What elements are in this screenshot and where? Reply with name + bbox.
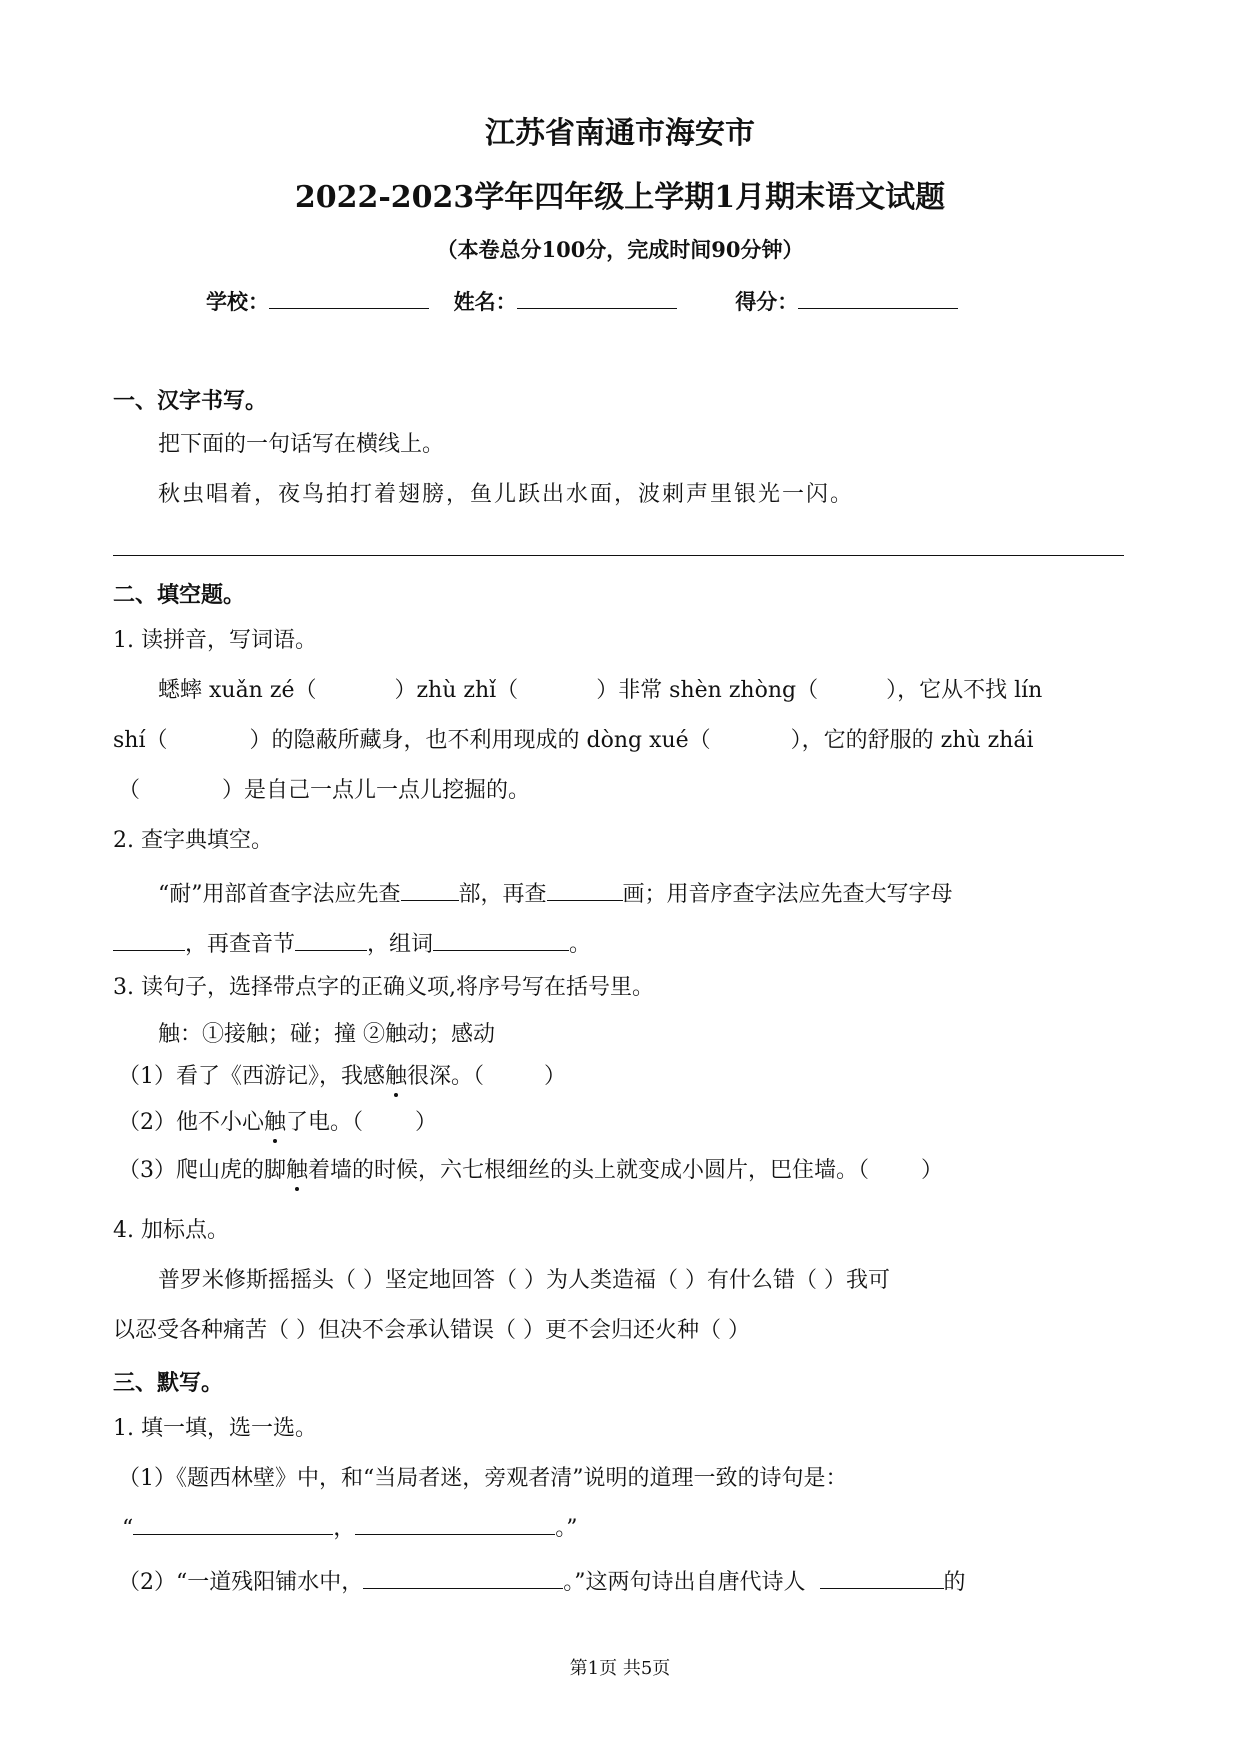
q1-line1-b: ）zhù zhǐ（ (394, 678, 519, 703)
student-info-row (206, 286, 958, 316)
poem-blank-1[interactable] (133, 1512, 333, 1535)
q2-line2-c: 。 (569, 932, 592, 957)
q1-line2-c: ），它的舒服的 zhù zhái (790, 728, 1034, 753)
q3-s1-text: （1）看了《西游记》，我感 (118, 1064, 385, 1089)
s3-q1-p1: （1）《题西林壁》中，和“当局者迷，旁观者清”说明的道理一致的诗句是： (118, 1466, 848, 1491)
s3-q1-p1-answer (122, 1512, 578, 1542)
section1-instruction: 把下面的一句话写在横线上。 (158, 432, 445, 457)
q4-line1: 普罗米修斯摇摇头（ ）坚定地回答（ ）为人类造福（ ）有什么错（ ）我可 (158, 1268, 890, 1293)
letter-blank[interactable] (113, 928, 185, 951)
close-quote: 。” (555, 1516, 578, 1541)
s3-q1-title: 1. 填一填，选一选。 (113, 1416, 317, 1441)
page-number: 第1页 共5页 (569, 1658, 671, 1679)
score-blank[interactable] (798, 287, 958, 309)
dotted-char: 触 (286, 1158, 309, 1183)
open-quote: “ (122, 1516, 134, 1541)
section1-heading: 一、汉字书写。 (113, 388, 268, 414)
dotted-char: 触 (385, 1064, 408, 1089)
dotted-char: 触 (264, 1110, 287, 1135)
p2-text-c: 的 (943, 1570, 966, 1595)
p2-text-a: （2）“一道残阳铺水中， (118, 1570, 364, 1595)
q3-s2-text-b: 了电。（ (286, 1110, 364, 1135)
q3-sentence1 (118, 1064, 566, 1090)
q2-line1 (158, 878, 953, 908)
poem-blank-2[interactable] (355, 1512, 555, 1535)
q3-s3-close: ） (921, 1158, 944, 1183)
school-label: 学校： (206, 289, 269, 314)
q2-line2-b: ，组词 (367, 932, 434, 957)
comma: ， (333, 1516, 356, 1541)
school-blank[interactable] (269, 287, 429, 309)
strokes-blank[interactable] (547, 878, 623, 901)
q2-line1-c: 画；用音序查字法应先查大写字母 (622, 882, 953, 907)
q1-line3 (118, 778, 530, 804)
q4-line2: 以忍受各种痛苦（ ）但决不会承认错误（ ）更不会归还火种（ ） (113, 1318, 750, 1343)
q3-s3-text: （3）爬山虎的脚 (118, 1158, 286, 1183)
q3-s2-close: ） (415, 1110, 438, 1135)
section1-sentence: 秋虫唱着，夜鸟拍打着翅膀，鱼儿跃出水面，波刺声里银光一闪。 (158, 482, 855, 507)
q3-meanings: 触：①接触；碰；撞 ②触动；感动 (158, 1022, 495, 1047)
q3-sentence3 (118, 1158, 943, 1184)
q3-s3-text-b: 着墙的时候，六七根细丝的头上就变成小圆片，巴住墙。（ (308, 1158, 870, 1183)
poet-blank[interactable] (820, 1566, 944, 1589)
q2-line2-a: ，再查音节 (185, 932, 296, 957)
s3-q1-p2 (118, 1566, 966, 1596)
radical-blank[interactable] (401, 878, 459, 901)
poem-blank-3[interactable] (363, 1566, 563, 1589)
q2-line1-b: 部，再查 (458, 882, 547, 907)
page-subtitle: （本卷总分100分，完成时间90分钟） (436, 237, 804, 262)
q1-line1-a: 蟋蟀 xuǎn zé（ (158, 678, 317, 703)
page-title-line1: 江苏省南通市海安市 (485, 116, 755, 151)
q3-title: 3. 读句子，选择带点字的正确义项,将序号写在括号里。 (113, 975, 654, 1000)
q1-line1-c: ）非常 shèn zhòng（ (596, 678, 819, 703)
q1-line3-b: ）是自己一点儿一点儿挖掘的。 (222, 778, 531, 803)
page-title-line2: 2022-2023学年四年级上学期1月期末语文试题 (294, 180, 946, 215)
section3-heading: 三、默写。 (113, 1370, 224, 1396)
q2-line2 (113, 928, 591, 958)
q1-title: 1. 读拼音，写词语。 (113, 628, 317, 653)
q1-line1-d: ），它从不找 lín (886, 678, 1043, 703)
q1-line3-a: （ (118, 778, 141, 803)
p2-text-b: 。”这两句诗出自唐代诗人 (563, 1570, 806, 1595)
writing-line[interactable] (113, 555, 1124, 556)
q4-title: 4. 加标点。 (113, 1218, 229, 1243)
q1-line2-b: ）的隐蔽所藏身，也不利用现成的 dòng xué（ (249, 728, 711, 753)
name-blank[interactable] (517, 287, 677, 309)
section2-heading: 二、填空题。 (113, 582, 246, 608)
q3-s2-text: （2）他不小心 (118, 1110, 264, 1135)
q1-line1 (158, 678, 1042, 704)
q2-title: 2. 查字典填空。 (113, 828, 273, 853)
score-label: 得分： (735, 289, 799, 314)
q1-line2-a: shí（ (113, 728, 168, 753)
q3-s1-text-b: 很深。（ (407, 1064, 485, 1089)
name-label: 姓名： (453, 289, 517, 314)
syllable-blank[interactable] (295, 928, 367, 951)
q1-line2 (113, 728, 1034, 754)
q2-line1-a: “耐”用部首查字法应先查 (158, 882, 401, 907)
word-blank[interactable] (433, 928, 569, 951)
q3-sentence2 (118, 1110, 437, 1136)
q3-s1-close: ） (544, 1064, 567, 1089)
